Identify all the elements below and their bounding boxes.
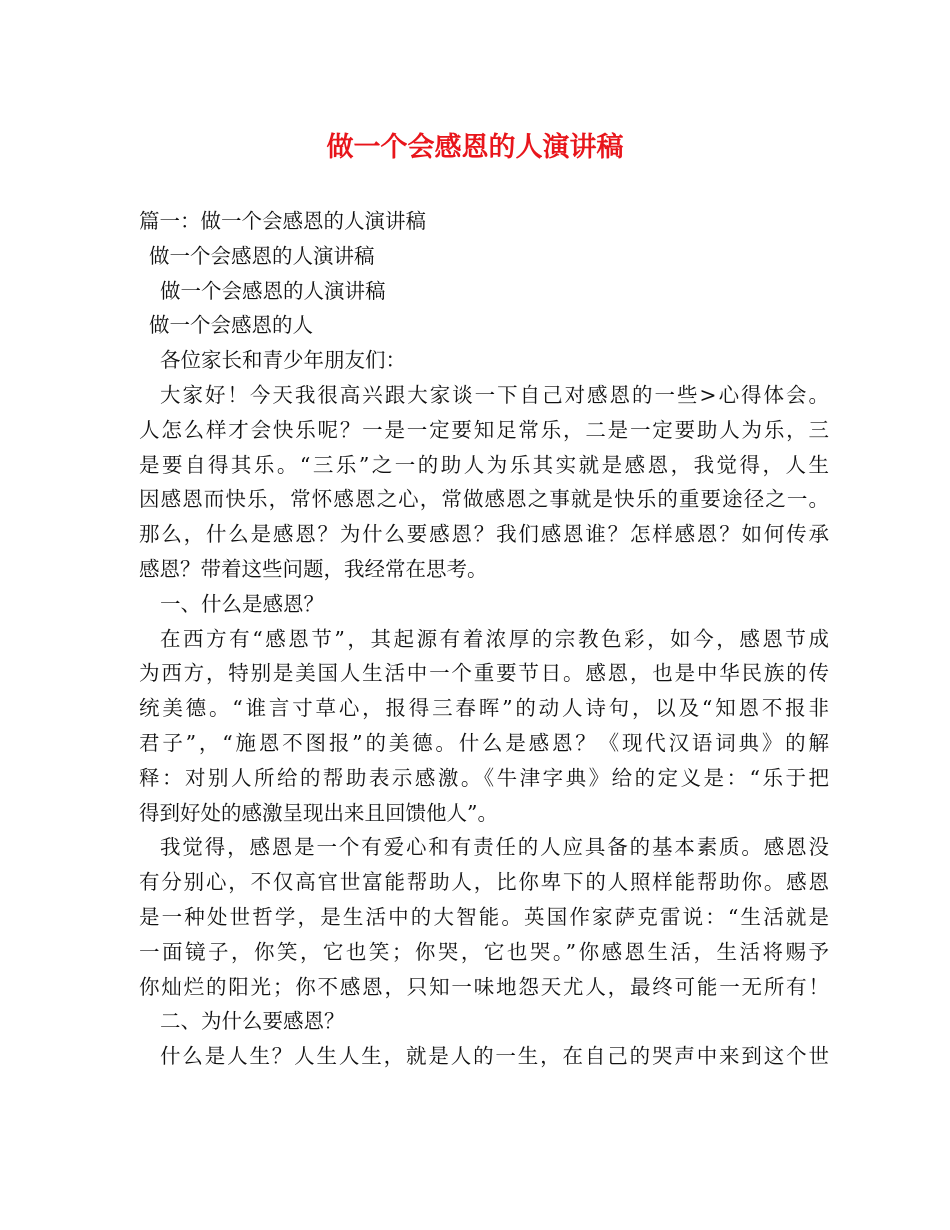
text-line: 释：对别人所给的帮助表示感激。《牛津字典》给的定义是：“乐于把: [139, 765, 829, 790]
text-line: 各位家长和青少年朋友们：: [160, 348, 406, 373]
text-line: 有分别心，不仅高官世富能帮助人，比你卑下的人照样能帮助你。感恩: [139, 870, 829, 895]
document-body: [139, 204, 829, 1074]
text-line: 为西方，特别是美国人生活中一个重要节日。感恩，也是中华民族的传: [139, 661, 829, 686]
text-line: 因感恩而快乐，常怀感恩之心，常做感恩之事就是快乐的重要途径之一。: [139, 487, 829, 512]
text-line: 你灿烂的阳光；你不感恩，只知一味地怨天尤人，最终可能一无所有！: [139, 974, 829, 999]
text-line: 那么，什么是感恩？为什么要感恩？我们感恩谁？怎样感恩？如何传承: [139, 522, 829, 547]
text-line: 二、为什么要感恩？: [160, 1009, 345, 1034]
document-title: 做一个会感恩的人演讲稿: [326, 132, 624, 163]
text-line: 人怎么样才会快乐呢？一是一定要知足常乐，二是一定要助人为乐，三: [139, 417, 829, 442]
text-line: 篇一：做一个会感恩的人演讲稿: [139, 209, 426, 233]
text-line: 是要自得其乐。“三乐”之一的助人为乐其实就是感恩，我觉得，人生: [139, 452, 829, 477]
text-line: 一面镜子，你笑，它也笑；你哭，它也哭。”你感恩生活，生活将赐予: [139, 939, 829, 964]
text-line: 做一个会感恩的人: [149, 313, 313, 338]
text-line: 在西方有“感恩节”，其起源有着浓厚的宗教色彩，如今，感恩节成: [160, 626, 829, 651]
text-line: 一、什么是感恩？: [160, 591, 324, 616]
text-line: 是一种处世哲学，是生活中的大智能。英国作家萨克雷说：“生活就是: [139, 904, 829, 929]
text-line: 我觉得，感恩是一个有爱心和有责任的人应具备的基本素质。感恩没: [160, 835, 829, 860]
text-line: 做一个会感恩的人演讲稿: [149, 243, 375, 268]
text-line: 什么是人生？人生人生，就是人的一生，在自己的哭声中来到这个世: [160, 1044, 829, 1069]
text-line: 统美德。“谁言寸草心，报得三春晖”的动人诗句，以及“知恩不报非: [139, 696, 829, 721]
text-line: 大家好！今天我很高兴跟大家谈一下自己对感恩的一些>心得体会。: [160, 382, 829, 407]
text-line: 君子”，“施恩不图报”的美德。什么是感恩？《现代汉语词典》的解: [139, 730, 829, 755]
text-line: 得到好处的感激呈现出来且回馈他人”。: [139, 800, 498, 825]
text-line: 感恩？带着这些问题，我经常在思考。: [139, 556, 488, 581]
text-line: 做一个会感恩的人演讲稿: [160, 278, 386, 303]
